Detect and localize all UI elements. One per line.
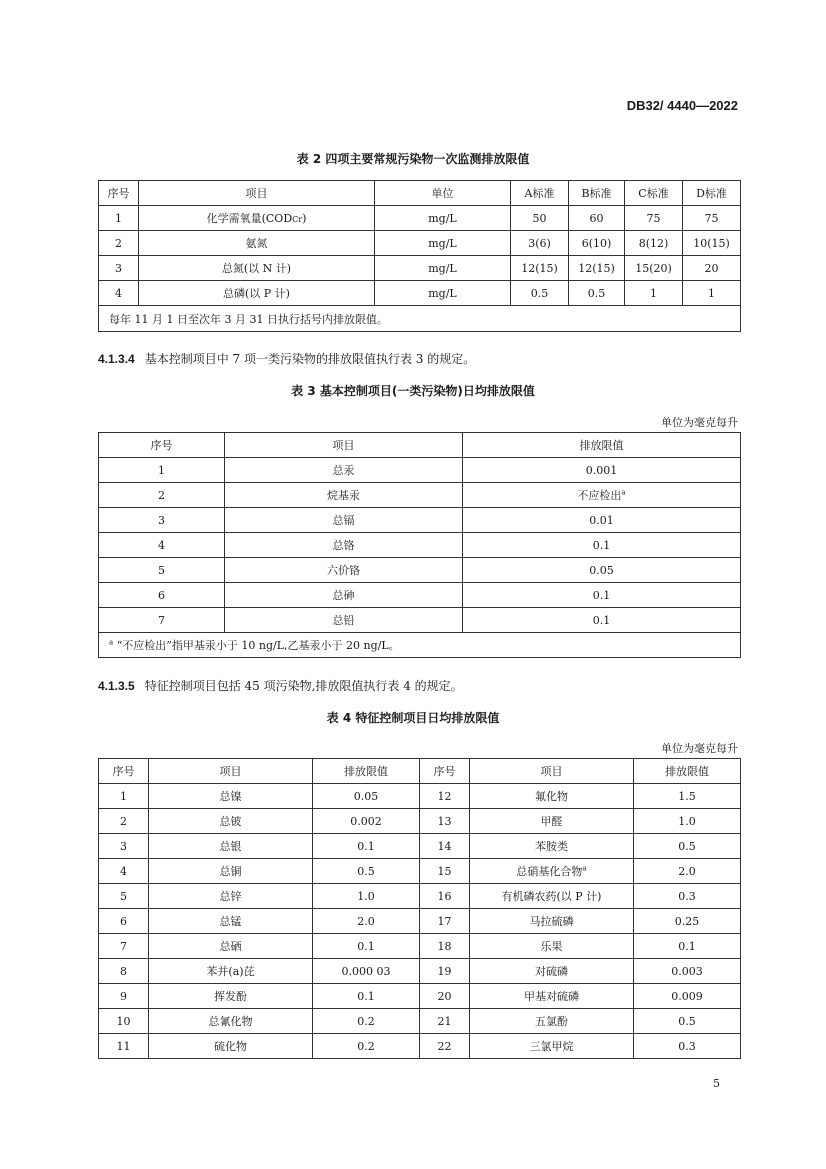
table2-cell: 50 — [511, 206, 569, 231]
table4-unit-note: 单位为毫克每升 — [661, 742, 738, 755]
table-row — [99, 1009, 741, 1034]
table3-cell: 六价铬 — [225, 558, 463, 583]
table2-cell: 3(6) — [511, 231, 569, 256]
table4-cell: 0.05 — [313, 784, 420, 809]
table2-cell: 0.5 — [569, 281, 625, 306]
footnote-marker: a — [109, 638, 114, 647]
table4-cell: 22 — [420, 1034, 470, 1059]
table-row — [99, 784, 741, 809]
table4-cell: 5 — [99, 884, 149, 909]
table4-cell: 总镍 — [149, 784, 313, 809]
table4-cell: 五氯酚 — [470, 1009, 634, 1034]
table4-cell: 19 — [420, 959, 470, 984]
clause-number: 4.1.3.5 — [98, 679, 135, 693]
table-row — [99, 909, 741, 934]
table4-cell: 0.5 — [634, 1009, 741, 1034]
table-row — [99, 934, 741, 959]
table4-cell: 0.1 — [313, 934, 420, 959]
table2-cell: 1 — [683, 281, 741, 306]
clause-number: 4.1.3.4 — [98, 352, 135, 366]
table2-cell: 8(12) — [625, 231, 683, 256]
table4-cell: 1.0 — [313, 884, 420, 909]
table4-cell: 乐果 — [470, 934, 634, 959]
table3-cell: 7 — [99, 608, 225, 633]
table4-cell: 0.3 — [634, 1034, 741, 1059]
table4-cell: 0.1 — [313, 834, 420, 859]
table-row — [99, 508, 741, 533]
table2-cell: 总磷(以 P 计) — [139, 281, 375, 306]
table4-cell: 甲基对硫磷 — [470, 984, 634, 1009]
table2-cell: 1 — [99, 206, 139, 231]
table2-cell: 10(15) — [683, 231, 741, 256]
table4-cell: 15 — [420, 859, 470, 884]
table3-note — [99, 633, 741, 658]
table2-header-cell: A标准 — [511, 181, 569, 206]
table2-cell: 75 — [683, 206, 741, 231]
cod-subscript: Cr — [292, 215, 303, 224]
table4-cell: 17 — [420, 909, 470, 934]
table3-cell: 总铬 — [225, 533, 463, 558]
table4-cell: 总锌 — [149, 884, 313, 909]
table4-cell: 21 — [420, 1009, 470, 1034]
table-row — [99, 483, 741, 508]
table4-header-cell: 序号 — [99, 759, 149, 784]
table2-cell: 0.5 — [511, 281, 569, 306]
table4-cell: 总锰 — [149, 909, 313, 934]
table3-title: 表 3 基本控制项目(一类污染物)日均排放限值 — [291, 384, 535, 398]
table-row — [99, 608, 741, 633]
table4-cell: 总硒 — [149, 934, 313, 959]
table2-header-cell: B标准 — [569, 181, 625, 206]
table-row — [99, 533, 741, 558]
table3-header-cell: 排放限值 — [463, 433, 741, 458]
table3-cell-flagged — [463, 483, 741, 508]
table2-header-row — [99, 181, 741, 206]
table2-cell: 氨氮 — [139, 231, 375, 256]
table4-cell: 0.002 — [313, 809, 420, 834]
table3-cell: 0.001 — [463, 458, 741, 483]
table3-unit-note: 单位为毫克每升 — [661, 416, 738, 429]
table3 — [98, 432, 741, 658]
table4-cell: 0.1 — [634, 934, 741, 959]
table4-cell: 0.009 — [634, 984, 741, 1009]
table-row — [99, 984, 741, 1009]
table4-header-cell: 序号 — [420, 759, 470, 784]
table3-cell: 3 — [99, 508, 225, 533]
table4-cell: 挥发酚 — [149, 984, 313, 1009]
table3-header-cell: 序号 — [99, 433, 225, 458]
table4-cell: 2 — [99, 809, 149, 834]
table3-cell: 2 — [99, 483, 225, 508]
table-row — [99, 859, 741, 884]
table4-cell: 总氰化物 — [149, 1009, 313, 1034]
table4-cell: 20 — [420, 984, 470, 1009]
table4-cell: 0.5 — [313, 859, 420, 884]
table3-cell: 总铅 — [225, 608, 463, 633]
table3-cell: 0.01 — [463, 508, 741, 533]
table3-cell: 0.1 — [463, 583, 741, 608]
table2-cell: 2 — [99, 231, 139, 256]
table4-cell: 有机磷农药(以 P 计) — [470, 884, 634, 909]
table4-cell: 6 — [99, 909, 149, 934]
item-name: 总硝基化合物 — [516, 865, 583, 878]
table4 — [98, 758, 741, 1059]
table2-cell: 1 — [625, 281, 683, 306]
table-row — [99, 231, 741, 256]
table2-cell: 12(15) — [511, 256, 569, 281]
table3-cell: 4 — [99, 533, 225, 558]
table4-header-cell: 项目 — [149, 759, 313, 784]
footnote-marker: a — [621, 488, 626, 497]
table4-cell: 氟化物 — [470, 784, 634, 809]
table4-cell: 苯胺类 — [470, 834, 634, 859]
table4-cell: 马拉硫磷 — [470, 909, 634, 934]
table-row — [99, 583, 741, 608]
table3-cell: 6 — [99, 583, 225, 608]
table4-cell: 对硫磷 — [470, 959, 634, 984]
clause-4-1-3-4 — [98, 350, 475, 367]
footnote-marker: a — [582, 864, 587, 873]
table4-cell: 0.003 — [634, 959, 741, 984]
limit-value: 不应检出 — [577, 489, 622, 502]
table4-cell: 4 — [99, 859, 149, 884]
table2-header-cell: 项目 — [139, 181, 375, 206]
table-row — [99, 884, 741, 909]
table2-cell: mg/L — [375, 206, 511, 231]
table4-cell: 13 — [420, 809, 470, 834]
table4-cell: 1 — [99, 784, 149, 809]
table3-cell: 0.05 — [463, 558, 741, 583]
table3-cell: 烷基汞 — [225, 483, 463, 508]
table-row — [99, 281, 741, 306]
clause-text: 基本控制项目中 7 项一类污染物的排放限值执行表 3 的规定。 — [144, 352, 476, 366]
table3-cell: 总砷 — [225, 583, 463, 608]
table4-cell-flagged — [470, 859, 634, 884]
table4-cell: 三氯甲烷 — [470, 1034, 634, 1059]
table4-cell: 1.0 — [634, 809, 741, 834]
table-row — [99, 959, 741, 984]
table4-cell: 8 — [99, 959, 149, 984]
table4-cell: 硫化物 — [149, 1034, 313, 1059]
table2-cell: 15(20) — [625, 256, 683, 281]
table2-cell: 6(10) — [569, 231, 625, 256]
table2-cell: 75 — [625, 206, 683, 231]
table3-cell: 0.1 — [463, 533, 741, 558]
table4-cell: 0.2 — [313, 1034, 420, 1059]
table2 — [98, 180, 741, 332]
table2-header-cell: 序号 — [99, 181, 139, 206]
table4-cell: 总铜 — [149, 859, 313, 884]
table4-cell: 苯并(a)芘 — [149, 959, 313, 984]
table2-note: 每年 11 月 1 日至次年 3 月 31 日执行括号内排放限值。 — [99, 306, 741, 332]
table3-cell: 1 — [99, 458, 225, 483]
cod-tail: ) — [302, 212, 307, 225]
table2-cell-cod — [139, 206, 375, 231]
table4-cell: 总铍 — [149, 809, 313, 834]
table4-cell: 14 — [420, 834, 470, 859]
table3-cell: 总汞 — [225, 458, 463, 483]
table4-cell: 12 — [420, 784, 470, 809]
table2-cell: 12(15) — [569, 256, 625, 281]
table4-cell: 18 — [420, 934, 470, 959]
table-row — [99, 458, 741, 483]
table3-header-row — [99, 433, 741, 458]
clause-4-1-3-5 — [98, 677, 463, 694]
table2-cell: 60 — [569, 206, 625, 231]
document-number: DB32/ 4440—2022 — [626, 98, 738, 113]
table4-cell: 0.2 — [313, 1009, 420, 1034]
table2-header-cell: 单位 — [375, 181, 511, 206]
table-row — [99, 206, 741, 231]
table4-cell: 0.000 03 — [313, 959, 420, 984]
table4-cell: 16 — [420, 884, 470, 909]
table3-note-row — [99, 633, 741, 658]
table4-cell: 0.1 — [313, 984, 420, 1009]
table4-cell: 3 — [99, 834, 149, 859]
table2-header-cell: D标准 — [683, 181, 741, 206]
table4-header-cell: 排放限值 — [634, 759, 741, 784]
table4-cell: 11 — [99, 1034, 149, 1059]
table-row — [99, 809, 741, 834]
table2-cell: 总氮(以 N 计) — [139, 256, 375, 281]
table2-title: 表 2 四项主要常规污染物一次监测排放限值 — [296, 152, 530, 166]
table-row — [99, 834, 741, 859]
table4-cell: 10 — [99, 1009, 149, 1034]
table4-header-row — [99, 759, 741, 784]
table3-cell: 0.1 — [463, 608, 741, 633]
table3-cell: 5 — [99, 558, 225, 583]
table4-header-cell: 排放限值 — [313, 759, 420, 784]
table3-header-cell: 项目 — [225, 433, 463, 458]
table4-cell: 总银 — [149, 834, 313, 859]
clause-text: 特征控制项目包括 45 项污染物,排放限值执行表 4 的规定。 — [144, 679, 463, 693]
table4-cell: 0.25 — [634, 909, 741, 934]
table2-cell: mg/L — [375, 281, 511, 306]
table4-cell: 0.5 — [634, 834, 741, 859]
table2-cell: 3 — [99, 256, 139, 281]
table2-note-row — [99, 306, 741, 332]
table4-cell: 1.5 — [634, 784, 741, 809]
table4-title: 表 4 特征控制项目日均排放限值 — [326, 711, 500, 725]
table2-cell: mg/L — [375, 231, 511, 256]
table4-cell: 9 — [99, 984, 149, 1009]
table4-cell: 2.0 — [313, 909, 420, 934]
cod-label: 化学需氧量(COD — [206, 212, 293, 225]
table-row — [99, 558, 741, 583]
table2-cell: 4 — [99, 281, 139, 306]
table2-header-cell: C标准 — [625, 181, 683, 206]
table4-cell: 0.3 — [634, 884, 741, 909]
table2-cell: 20 — [683, 256, 741, 281]
table2-cell: mg/L — [375, 256, 511, 281]
page-number: 5 — [713, 1077, 720, 1090]
table-row — [99, 1034, 741, 1059]
table4-cell: 2.0 — [634, 859, 741, 884]
table3-cell: 总镉 — [225, 508, 463, 533]
table4-header-cell: 项目 — [470, 759, 634, 784]
table4-cell: 7 — [99, 934, 149, 959]
table-row — [99, 256, 741, 281]
table3-note-text: “不应检出”指甲基汞小于 10 ng/L,乙基汞小于 20 ng/L。 — [116, 639, 400, 652]
table4-cell: 甲醛 — [470, 809, 634, 834]
